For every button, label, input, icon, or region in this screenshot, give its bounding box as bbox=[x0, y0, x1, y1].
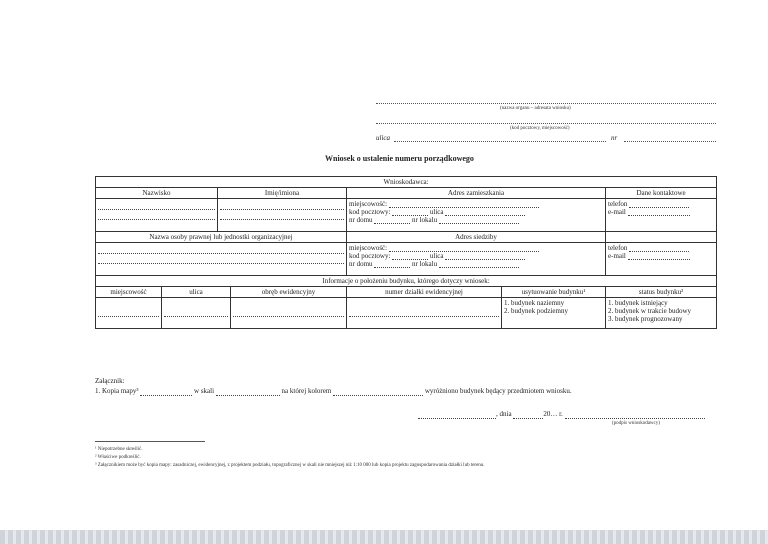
col-plot: numer działki ewidencyjnej bbox=[347, 287, 502, 298]
signature-field[interactable] bbox=[565, 412, 705, 419]
building-street-field[interactable] bbox=[164, 309, 228, 317]
footnote-2: ² Właściwe podkreślić. bbox=[95, 455, 141, 460]
phone-label: telefon bbox=[608, 200, 628, 208]
usage-option-1[interactable]: 1. budynek naziemny bbox=[504, 299, 565, 307]
page-title: Wniosek o ustalenie numeru porządkowego bbox=[325, 154, 474, 163]
person-header-row bbox=[96, 188, 717, 199]
scale-label: w skali bbox=[194, 387, 215, 395]
email-label: e-mail bbox=[608, 208, 626, 216]
scan-edge bbox=[0, 530, 768, 544]
attachment-label: Załącznik: bbox=[95, 377, 125, 385]
place-field[interactable] bbox=[418, 412, 496, 419]
city-field[interactable] bbox=[389, 201, 539, 208]
house-field[interactable] bbox=[374, 217, 410, 224]
seat-house-label: nr domu bbox=[349, 260, 373, 268]
col-contact: Dane kontaktowe bbox=[606, 188, 717, 199]
seat-address-header: Adres siedziby bbox=[347, 232, 606, 243]
names-field-2[interactable] bbox=[220, 212, 344, 220]
organ-name-line[interactable] bbox=[376, 97, 716, 104]
street-field[interactable] bbox=[445, 209, 525, 216]
seat-flat-field[interactable] bbox=[439, 261, 519, 268]
flat-label: nr lokalu bbox=[412, 216, 438, 224]
footnote-divider bbox=[95, 441, 205, 442]
legal-name-field-2[interactable] bbox=[98, 256, 344, 264]
building-info-row bbox=[96, 276, 717, 287]
nr-label: nr bbox=[611, 134, 618, 142]
seat-phone-label: telefon bbox=[608, 244, 628, 252]
names-field-1[interactable] bbox=[220, 202, 344, 210]
building-info-header: Informacje o położeniu budynku, którego dotyczy wniosek: bbox=[96, 276, 717, 287]
applicant-header-row bbox=[96, 177, 717, 188]
status-option-3[interactable]: 3. budynek prognozowany bbox=[608, 315, 683, 323]
street-label-addr: ulica bbox=[429, 208, 444, 216]
legal-person-header: Nazwa osoby prawnej lub jednostki organizacyjnej bbox=[96, 232, 347, 243]
flat-field[interactable] bbox=[439, 217, 519, 224]
col-names: Imię/imiona bbox=[218, 188, 347, 199]
building-city-field[interactable] bbox=[98, 309, 159, 317]
footnote-3: ³ Załącznikiem może być kopia mapy: zasadniczej, ewidencyjnej, z projektem podziału, topograficznej w skali nie mniejszej niż 1:10 000 lub kopia projektu zagospodarowania działki lub terenu. bbox=[95, 463, 485, 468]
postal-field[interactable] bbox=[392, 209, 428, 216]
r-label: r. bbox=[559, 410, 563, 418]
signature-line: , dnia 20… r. bbox=[418, 410, 705, 419]
seat-city-field[interactable] bbox=[389, 245, 539, 252]
col-usage: usytuowanie budynku¹ bbox=[502, 287, 606, 298]
year-label: 20 bbox=[543, 410, 551, 418]
scale-field[interactable] bbox=[216, 389, 280, 396]
status-option-1[interactable]: 1. budynek istniejący bbox=[608, 299, 668, 307]
seat-postal-label: kod pocztowy: bbox=[349, 252, 391, 260]
attachment-line bbox=[95, 387, 572, 396]
legal-header-row bbox=[96, 232, 717, 243]
col-surname: Nazwisko bbox=[96, 188, 218, 199]
color-label: na której kolorem bbox=[281, 387, 332, 395]
seat-flat-label: nr lokalu bbox=[412, 260, 438, 268]
seat-city-label: miejscowość: bbox=[349, 244, 388, 252]
map-copy-field[interactable] bbox=[140, 389, 192, 396]
phone-field[interactable] bbox=[629, 201, 689, 208]
seat-postal-field[interactable] bbox=[392, 253, 428, 260]
postal-caption: (kod pocztowy, miejscowość) bbox=[510, 126, 570, 131]
date-field[interactable] bbox=[513, 412, 543, 419]
usage-option-2[interactable]: 2. budynek podziemny bbox=[504, 307, 568, 315]
seat-email-label: e-mail bbox=[608, 252, 626, 260]
postal-city-line[interactable] bbox=[376, 117, 716, 124]
attachment-item: 1. Kopia mapy³ bbox=[95, 387, 139, 395]
seat-street-label: ulica bbox=[429, 252, 444, 260]
applicant-header: Wnioskodawca: bbox=[96, 177, 717, 188]
footnote-1: ¹ Niepotrzebne skreślić. bbox=[95, 447, 143, 452]
person-fields-row bbox=[96, 199, 717, 232]
nr-line[interactable] bbox=[624, 135, 716, 142]
seat-street-field[interactable] bbox=[445, 253, 525, 260]
building-fields-row bbox=[96, 298, 717, 329]
col-precinct: obręb ewidencyjny bbox=[231, 287, 347, 298]
seat-house-field[interactable] bbox=[374, 261, 410, 268]
col-status: status budynku² bbox=[606, 287, 717, 298]
seat-email-field[interactable] bbox=[628, 253, 690, 260]
postal-label: kod pocztowy: bbox=[349, 208, 391, 216]
marked-text: wyróżniono budynek będący przedmiotem wniosku. bbox=[424, 387, 572, 395]
organ-caption: (nazwa organu – adresata wniosku) bbox=[500, 106, 571, 111]
city-label: miejscowość: bbox=[349, 200, 388, 208]
legal-fields-row bbox=[96, 243, 717, 276]
col-city: miejscowość bbox=[96, 287, 162, 298]
email-field[interactable] bbox=[628, 209, 690, 216]
color-field[interactable] bbox=[333, 389, 423, 396]
precinct-field[interactable] bbox=[233, 309, 344, 317]
house-label: nr domu bbox=[349, 216, 373, 224]
plot-field[interactable] bbox=[349, 309, 499, 317]
surname-field-2[interactable] bbox=[98, 212, 215, 220]
street-line[interactable] bbox=[394, 135, 606, 142]
col-street: ulica bbox=[162, 287, 231, 298]
application-form-table bbox=[95, 176, 717, 329]
street-label: ulica bbox=[376, 134, 390, 142]
col-address: Adres zamieszkania bbox=[347, 188, 606, 199]
status-option-2[interactable]: 2. budynek w trakcie budowy bbox=[608, 307, 692, 315]
seat-phone-field[interactable] bbox=[629, 245, 689, 252]
legal-name-field-1[interactable] bbox=[98, 246, 344, 254]
signature-caption: (podpis wnioskodawcy) bbox=[612, 421, 660, 426]
day-label: , dnia bbox=[496, 410, 512, 418]
surname-field-1[interactable] bbox=[98, 202, 215, 210]
building-header-row bbox=[96, 287, 717, 298]
